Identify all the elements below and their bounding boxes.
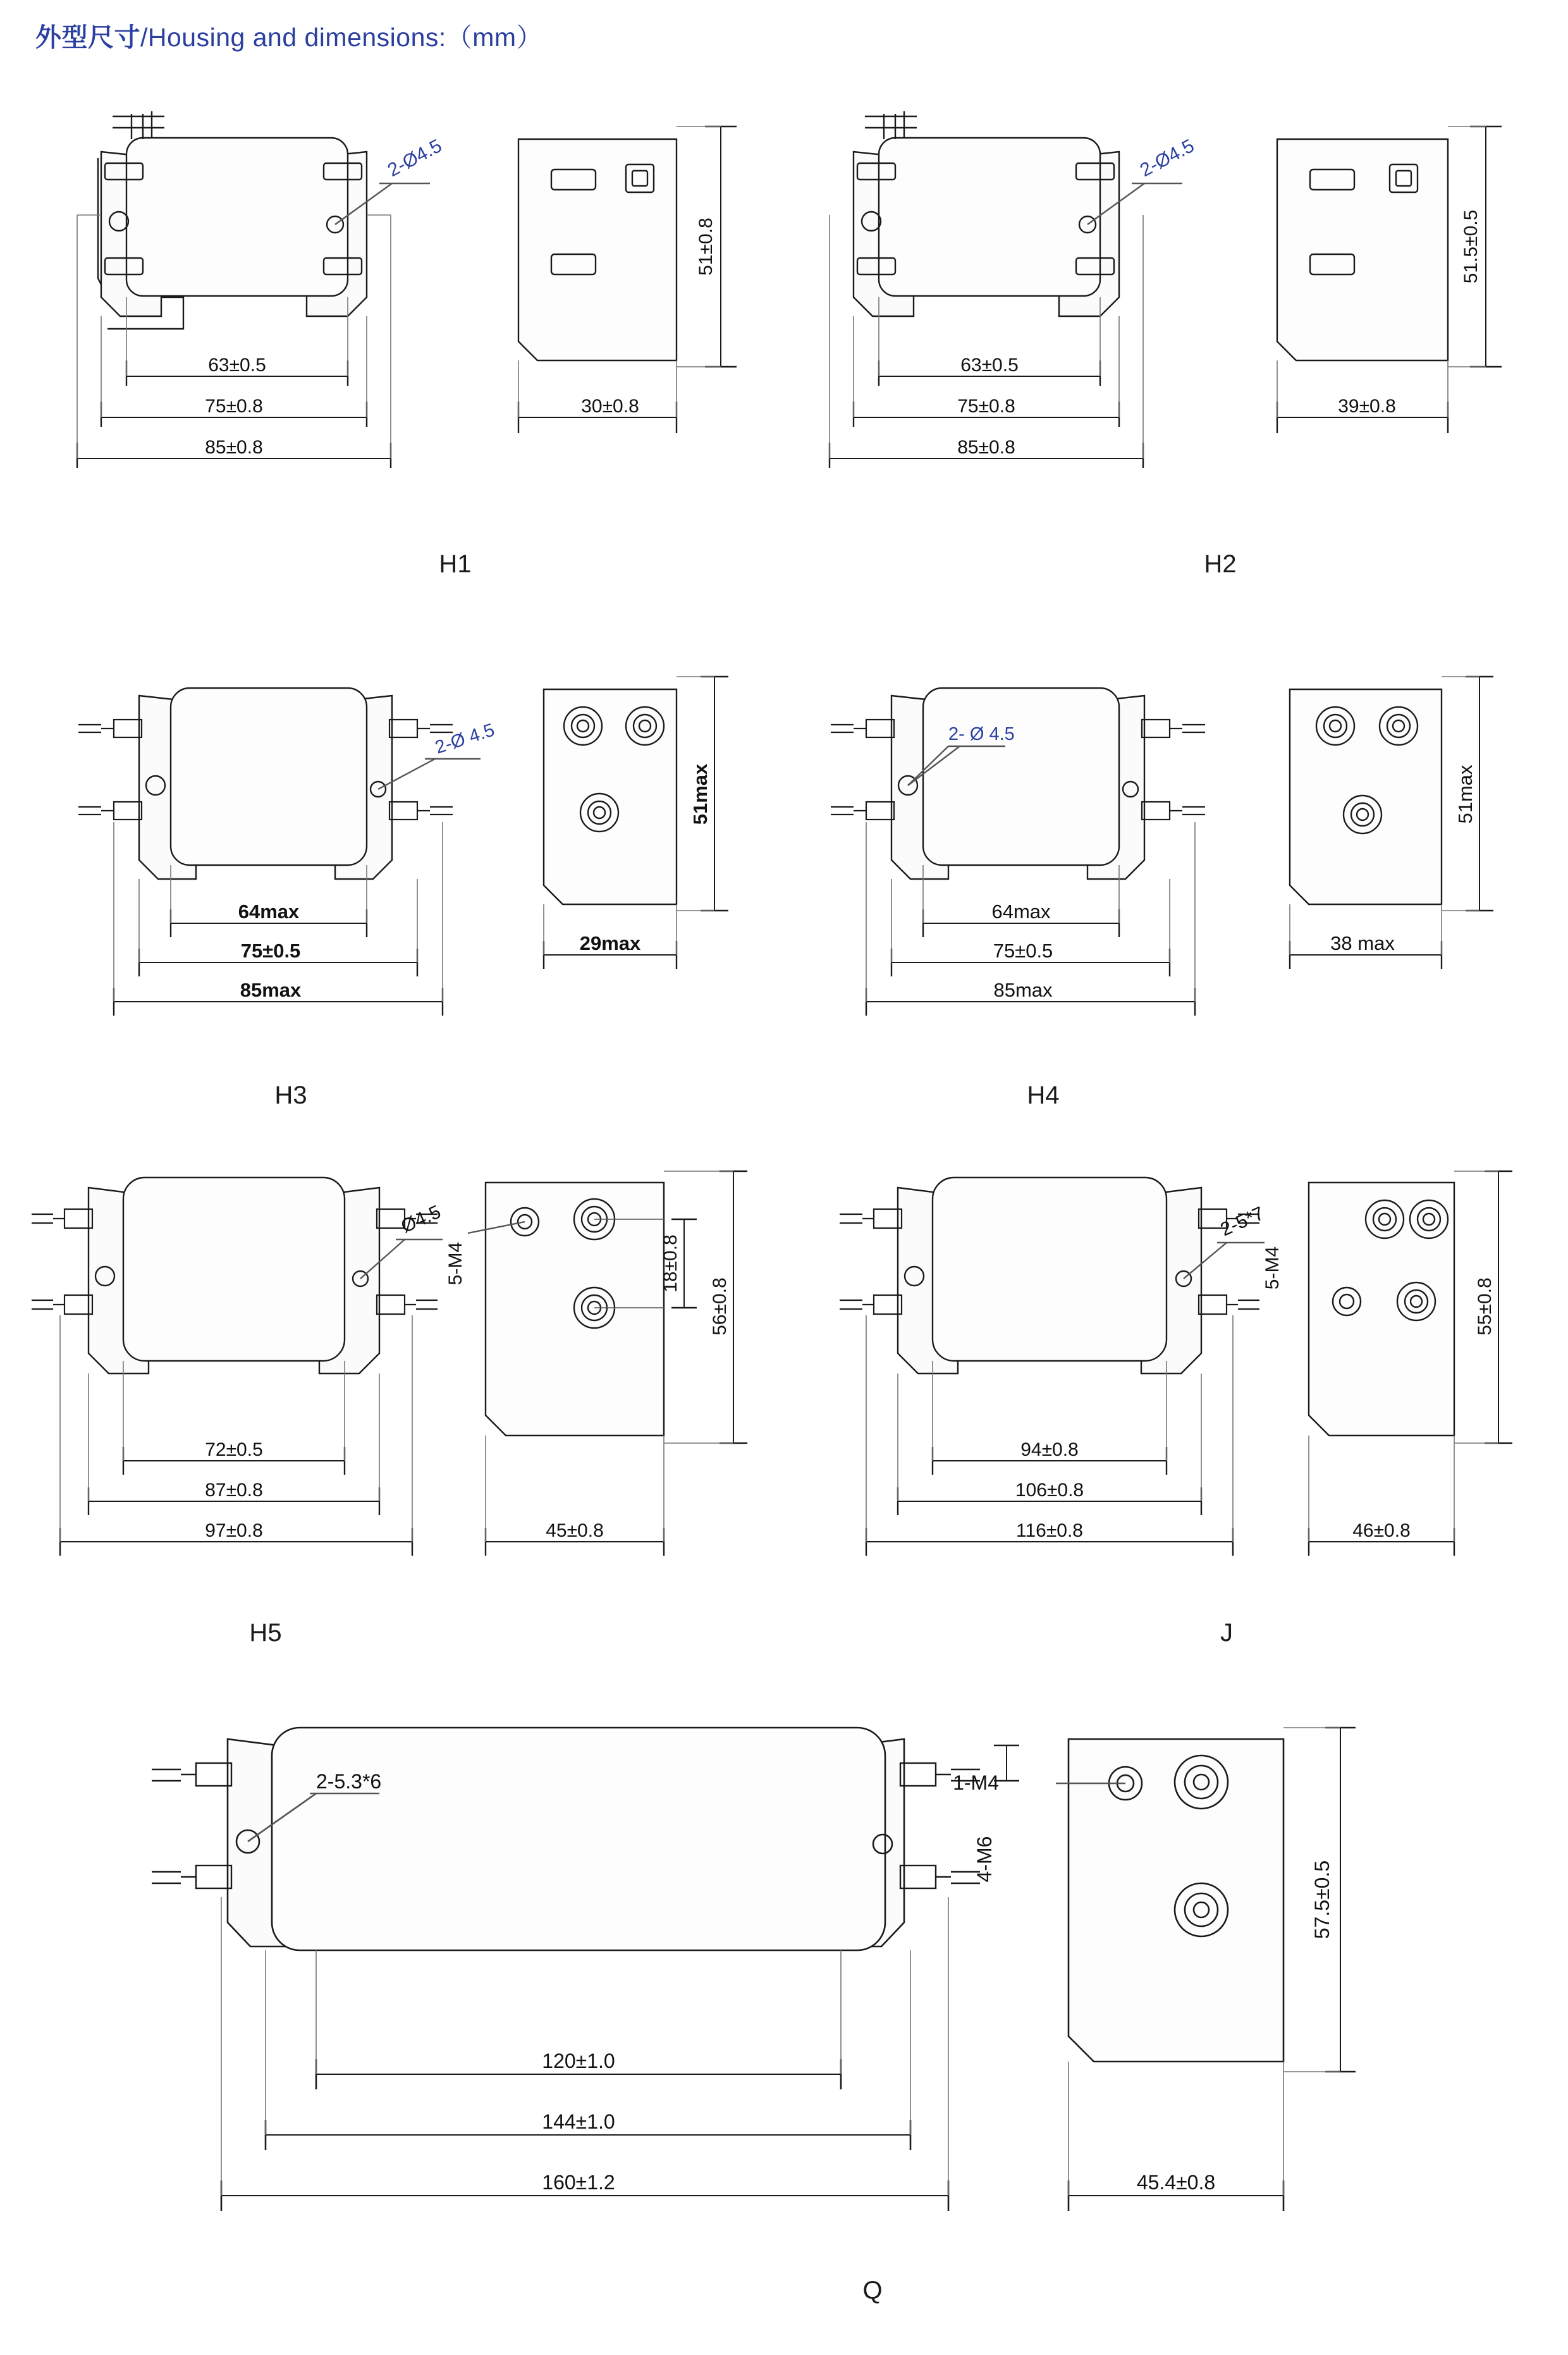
figure-label-q: Q (862, 2277, 883, 2304)
dim-h1-side-2: 51±0.8 (695, 218, 716, 276)
page-title-cn: 外型尺寸 (35, 23, 140, 52)
callout-h5-5m4: 5-M4 (445, 1241, 466, 1286)
figure-label-h4: H4 (1027, 1081, 1060, 1109)
callout-h4-holes: 2- Ø 4.5 (948, 724, 1015, 744)
figure-h4 (790, 651, 1511, 1109)
callout-q-4m6: 4-M6 (973, 1836, 996, 1883)
dim-j-side-2: 55±0.8 (1474, 1277, 1495, 1336)
callout-h5-hole: Ø4.5 (398, 1201, 444, 1238)
dim-h1-front-2: 75±0.8 (205, 396, 263, 417)
page-title-en: /Housing and dimensions:（mm） (140, 23, 543, 52)
dim-h5-front-1: 72±0.5 (205, 1439, 263, 1460)
figure-h3 (38, 651, 746, 1109)
figure-label-h3: H3 (274, 1081, 307, 1109)
dim-h2-front-2: 75±0.8 (957, 396, 1015, 417)
figure-label-h1: H1 (439, 550, 472, 578)
dim-j-front-3: 116±0.8 (1016, 1520, 1083, 1541)
dim-q-side-2: 57.5±0.5 (1311, 1860, 1333, 1940)
dim-h2-front-1: 63±0.5 (960, 355, 1019, 376)
dim-j-side-1: 46±0.8 (1352, 1520, 1411, 1541)
figure-h2 (790, 89, 1511, 578)
dim-j-front-1: 94±0.8 (1020, 1439, 1079, 1460)
dim-h5-front-3: 97±0.8 (205, 1520, 263, 1541)
figure-h5 (25, 1138, 771, 1651)
dim-h4-side-1: 38 max (1330, 932, 1395, 954)
dim-h3-front-3: 85max (240, 979, 302, 1001)
figure-h1 (38, 89, 746, 578)
callout-j-slots: 2-5*7 (1217, 1203, 1268, 1241)
callout-q-1m4: 1-M4 (953, 1771, 999, 1794)
dim-h1-front-1: 63±0.5 (208, 355, 266, 376)
dim-h3-front-2: 75±0.5 (240, 940, 301, 962)
dim-h5-front-2: 87±0.8 (205, 1480, 263, 1501)
callout-h1-holes: 2-Ø4.5 (384, 135, 446, 181)
dim-h3-side-1: 29max (579, 932, 641, 954)
dim-q-front-1: 120±1.0 (542, 2050, 615, 2072)
callout-h2-holes: 2-Ø4.5 (1136, 135, 1198, 181)
callout-q-slots: 2-5.3*6 (316, 1770, 382, 1793)
dim-h4-front-1: 64max (991, 901, 1051, 923)
dim-h5-side-2: 56±0.8 (709, 1277, 730, 1336)
figure-j (822, 1138, 1543, 1651)
page-title (35, 16, 542, 54)
dim-h2-side-2: 51.5±0.5 (1461, 209, 1481, 284)
dim-q-front-3: 160±1.2 (542, 2171, 615, 2194)
dim-h3-front-1: 64max (238, 901, 300, 923)
dim-q-side-1: 45.4±0.8 (1136, 2171, 1216, 2194)
callout-h3-holes: 2-Ø 4.5 (432, 720, 498, 758)
dim-h4-front-2: 75±0.5 (993, 940, 1053, 962)
dim-h2-side-1: 39±0.8 (1338, 396, 1396, 417)
dim-h1-front-3: 85±0.8 (205, 437, 263, 458)
figure-label-h2: H2 (1204, 550, 1237, 578)
dim-h2-front-3: 85±0.8 (957, 437, 1015, 458)
dim-h4-front-3: 85max (993, 979, 1053, 1001)
figure-q (126, 1669, 1467, 2321)
dim-q-front-2: 144±1.0 (542, 2110, 615, 2133)
dim-j-front-2: 106±0.8 (1015, 1480, 1084, 1501)
figure-label-h5: H5 (249, 1619, 282, 1647)
dim-h3-side-2: 51max (689, 763, 711, 825)
dim-h4-side-2: 51max (1454, 765, 1476, 824)
dim-h1-side-1: 30±0.8 (581, 396, 639, 417)
dim-h5-side-3: 18±0.8 (660, 1234, 681, 1293)
dim-h5-side-1: 45±0.8 (546, 1520, 604, 1541)
figure-label-j: J (1220, 1619, 1233, 1647)
callout-j-5m4: 5-M4 (1262, 1246, 1283, 1290)
